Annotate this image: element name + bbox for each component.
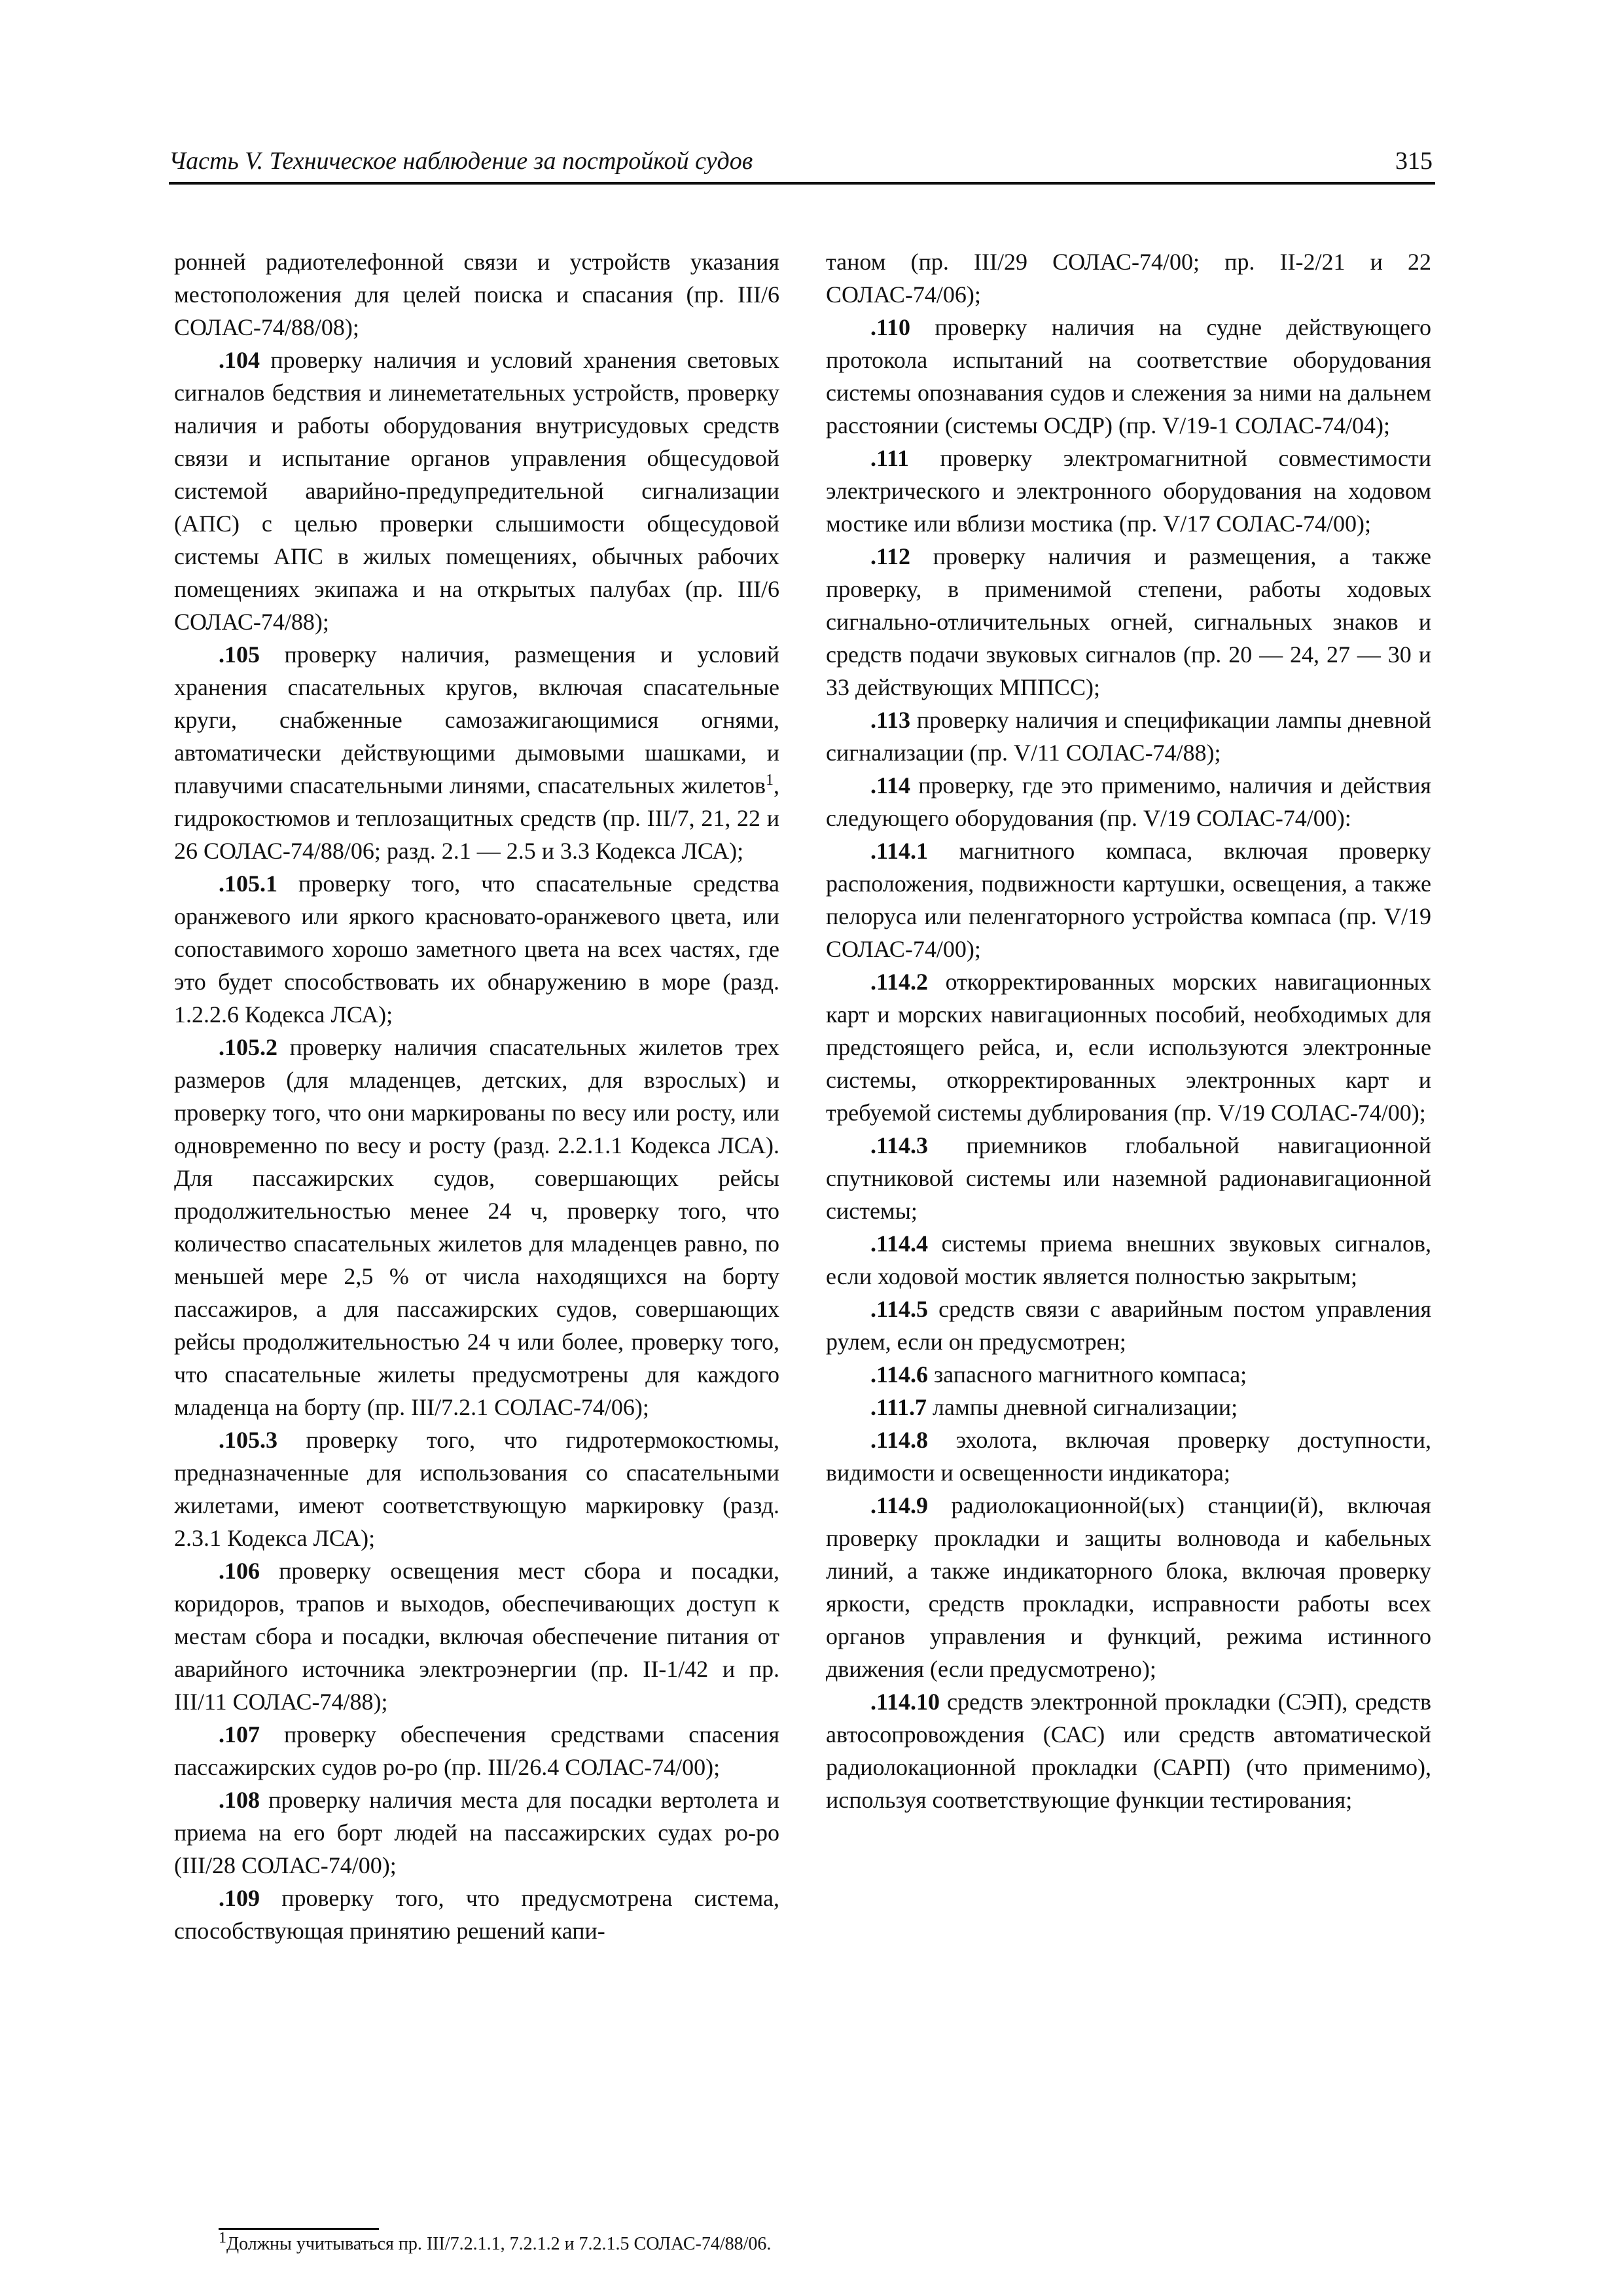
footnote [219,2229,1135,2255]
paragraph [174,344,779,638]
footnote-reference: 1 [766,772,774,789]
paragraph-text: , гидрокостюмов и теплозащитных средств (пр. III/7, 21, 22 и 26 СОЛАС-74/88/06; разд. 2.1 — 2.5 и 3.3 Кодекса ЛСА); [174,772,779,864]
paragraph [826,834,1431,965]
paragraph-text: проверку наличия и размещения, а также проверку, в применимой степени, работы ходовых сигнально-отличительных огней, сигнальных знаков и средств подачи звуковых сигналов (пр. 20 — 24, 27 — 30 и 33 действующих МППСС); [826,543,1431,700]
paragraph [826,1227,1431,1293]
item-number: .114.4 [870,1230,929,1257]
paragraph [174,1424,779,1554]
paragraph [826,442,1431,540]
item-number: .114.9 [870,1492,929,1518]
paragraph [174,1882,779,1947]
footnote-text: Должны учитываться пр. III/7.2.1.1, 7.2.1.2 и 7.2.1.5 СОЛАС-74/88/06. [226,2234,772,2254]
paragraph-text: ронней радиотелефонной связи и устройств указания местоположения для целей поиска и спасания (пр. III/6 СОЛАС-74/88/08); [174,249,779,340]
item-number: .107 [219,1721,260,1748]
paragraph-text: проверку наличия спасательных жилетов трех размеров (для младенцев, детских, для взрослых) и проверку того, что они маркированы по весу или росту, или одновременно по весу и росту (разд. 2.2.1.1 Кодекса ЛСА). Для пассажирских судов, совершающих рейсы продолжительностью менее 24 ч, проверку того, что количество спасательных жилетов для младенцев равно, по меньшей мере 2,5 % от числа находящихся на борту пассажиров, а для пассажирских судов, совершающих рейсы продолжительностью 24 ч или более, проверку того, что спасательные жилеты предусмотрены для каждого младенца на борту (пр. III/7.2.1 СОЛАС-74/06); [174,1034,779,1420]
item-number: .105 [219,641,260,668]
paragraph [826,965,1431,1129]
paragraph-text: проверку обеспечения средствами спасения пассажирских судов ро-ро (пр. III/26.4 СОЛАС-74/00); [174,1721,779,1780]
running-header [169,136,1435,185]
paragraph [826,1391,1431,1424]
paragraph [826,1129,1431,1227]
paragraph-text: таном (пр. III/29 СОЛАС-74/00; пр. II-2/21 и 22 СОЛАС-74/06); [826,249,1431,308]
paragraph-text: системы приема внешних звуковых сигналов, если ходовой мостик является полностью закрытым; [826,1230,1431,1289]
paragraph-text: проверку наличия, размещения и условий хранения спасательных кругов, включая спасательные круги, снабженные самозажигающимися огнями, автоматически действующими дымовыми шашками, и плавучими спасательными линями, спасательных жилетов [174,641,779,798]
paragraph [826,1424,1431,1489]
paragraph-text: магнитного компаса, включая проверку расположения, подвижности картушки, освещения, а также пелоруса или пеленгаторного устройства компаса (пр. V/19 СОЛАС-74/00); [826,838,1431,962]
paragraph [174,1554,779,1718]
footnote-divider [219,2228,379,2230]
paragraph-text: приемников глобальной навигационной спутниковой системы или наземной радионавигационной системы; [826,1132,1431,1224]
paragraph [174,245,779,344]
item-number: .114 [870,772,911,798]
item-number: .105.2 [219,1034,277,1060]
right-text-column [826,245,1431,1816]
item-number: .114.2 [870,969,929,995]
paragraph [826,311,1431,442]
paragraph [174,1718,779,1784]
item-number: .109 [219,1885,260,1911]
left-text-column [174,245,779,1947]
paragraph [826,769,1431,834]
paragraph-text: проверку того, что гидротермокостюмы, предназначенные для использования со спасательными жилетами, имеют соответствующую маркировку (разд. 2.3.1 Кодекса ЛСА); [174,1427,779,1551]
paragraph-text: откорректированных морских навигационных карт и морских навигационных пособий, необходимых для предстоящего рейса, и, если используются электронные системы, откорректированных электронных карт и требуемой системы дублирования (пр. V/19 СОЛАС-74/00); [826,969,1431,1126]
item-number: .114.3 [870,1132,929,1158]
paragraph-text: проверку того, что спасательные средства оранжевого или яркого красновато-оранжевого цвета, или сопоставимого хорошо заметного цвета на всех частях, где это будет способствовать их обнаружению в море (разд. 1.2.2.6 Кодекса ЛСА); [174,870,779,1028]
paragraph [826,1293,1431,1358]
paragraph-text: запасного магнитного компаса; [928,1361,1247,1388]
paragraph [174,638,779,867]
paragraph [174,1031,779,1424]
item-number: .114.5 [870,1296,929,1322]
paragraph-text: проверку наличия и спецификации лампы дневной сигнализации (пр. V/11 СОЛАС-74/88); [826,707,1431,766]
paragraph-text: проверку наличия и условий хранения световых сигналов бедствия и линеметательных устройств, проверку наличия и работы оборудования внутрисудовых средств связи и испытание органов управления общесудовой системой аварийно-предупредительной сигнализации (АПС) с целью проверки слышимости общесудовой системы АПС в жилых помещениях, обычных рабочих помещениях экипажа и на открытых палубах (пр. III/6 СОЛАС-74/88); [174,347,779,635]
paragraph-text: проверку наличия места для посадки вертолета и приема на его борт людей на пассажирских судах ро-ро (III/28 СОЛАС-74/00); [174,1787,779,1878]
paragraph-text: проверку освещения мест сбора и посадки, коридоров, трапов и выходов, обеспечивающих доступ к местам сбора и посадки, включая обеспечение питания от аварийного источника электроэнергии (пр. II-1/42 и пр. III/11 СОЛАС-74/88); [174,1558,779,1715]
paragraph-text: средств связи с аварийным постом управления рулем, если он предусмотрен; [826,1296,1431,1355]
page-number: 315 [1395,147,1433,175]
item-number: .105.1 [219,870,277,897]
paragraph-text: проверку того, что предусмотрена система, способствующая принятию решений капи- [174,1885,779,1944]
paragraph [826,1358,1431,1391]
running-header-title: Часть V. Техническое наблюдение за постройкой судов [169,147,753,175]
item-number: .114.6 [870,1361,929,1388]
paragraph-text: проверку, где это применимо, наличия и действия следующего оборудования (пр. V/19 СОЛАС-74/00): [826,772,1431,831]
item-number: .114.1 [870,838,929,864]
paragraph [826,1489,1431,1685]
paragraph [826,1685,1431,1816]
paragraph [826,245,1431,311]
item-number: .114.8 [870,1427,929,1453]
item-number: .110 [870,314,911,340]
paragraph-text: средств электронной прокладки (СЭП), средств автосопровождения (САС) или средств автоматической радиолокационной прокладки (САРП) (что применимо), используя соответствующие функции тестирования; [826,1689,1431,1813]
item-number: .106 [219,1558,260,1584]
item-number: .104 [219,347,260,373]
paragraph [174,867,779,1031]
paragraph-text: радиолокационной(ых) станции(й), включая проверку прокладки и защиты волновода и кабельных линий, а также индикаторного блока, включая проверку яркости, средств прокладки, исправности работы всех органов управления и функций, режима истинного движения (если предусмотрено); [826,1492,1431,1682]
item-number: .113 [870,707,911,733]
paragraph [826,540,1431,704]
item-number: .105.3 [219,1427,277,1453]
paragraph-text: лампы дневной сигнализации; [927,1394,1238,1420]
footnote-marker: 1 [219,2229,226,2247]
paragraph [174,1784,779,1882]
item-number: .112 [870,543,911,569]
paragraph [826,704,1431,769]
paragraph-text: эхолота, включая проверку доступности, видимости и освещенности индикатора; [826,1427,1431,1486]
item-number: .114.10 [870,1689,940,1715]
item-number: .111.7 [870,1394,927,1420]
paragraph-text: проверку наличия на судне действующего протокола испытаний на соответствие оборудования системы опознавания судов и слежения за ними на дальнем расстоянии (системы ОСДР) (пр. V/19-1 СОЛАС-74/04); [826,314,1431,439]
item-number: .111 [870,445,910,471]
paragraph-text: проверку электромагнитной совместимости электрического и электронного оборудования на ходовом мостике или вблизи мостика (пр. V/17 СОЛАС-74/00); [826,445,1431,537]
item-number: .108 [219,1787,260,1813]
